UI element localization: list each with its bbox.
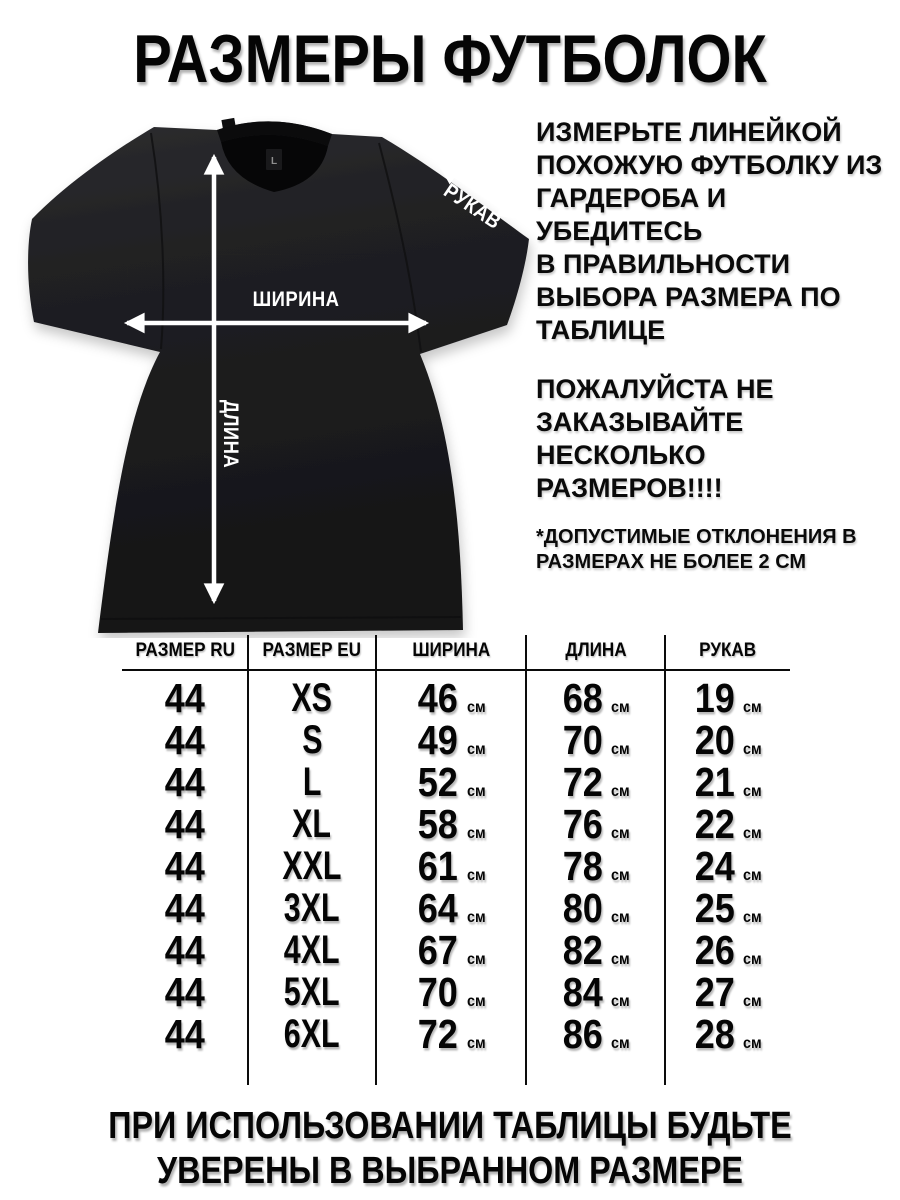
cell-length: 78 см [562,843,631,889]
header-width: ШИРИНА [412,639,490,661]
instruction-line: ПОХОЖУЮ ФУТБОЛКУ ИЗ [536,150,883,180]
cell-width: 46 см [418,675,486,721]
cell-length: 70 см [562,717,631,763]
cell-sleeve: 21 см [694,759,763,805]
table-row [122,803,790,845]
cell-width: 61 см [418,843,486,889]
table-row [122,971,790,1013]
column-divider [247,635,249,1085]
footer-note [0,1104,900,1194]
cell-size-eu: 5XL [284,970,340,1014]
cell-width: 52 см [418,759,486,805]
column-divider [525,635,527,1085]
cell-width: 64 см [418,885,486,931]
header-sleeve: РУКАВ [699,639,756,661]
cell-width: 70 см [418,969,486,1015]
table-body [122,677,790,1055]
cell-sleeve: 20 см [694,717,763,763]
cell-size-ru: 44 [164,675,206,721]
table-row [122,677,790,719]
note-line: РАЗМЕРАХ НЕ БОЛЕЕ 2 СМ [536,551,807,573]
cell-size-eu: L [302,760,322,804]
tshirt-diagram [5,113,540,638]
width-arrow-label: ШИРИНА [252,288,340,311]
instruction-line: ВЫБОРА РАЗМЕРА ПО [536,282,841,312]
instruction-line: ГАРДЕРОБА И УБЕДИТЕСЬ [536,183,727,246]
cell-size-ru: 44 [164,1011,206,1057]
warning-line: ЗАКАЗЫВАЙТЕ [536,407,744,437]
table-row [122,1013,790,1055]
footer-line: УВЕРЕНЫ В ВЫБРАННОМ РАЗМЕРЕ [157,1150,743,1192]
cell-size-ru: 44 [164,969,206,1015]
cell-size-eu: XS [291,676,333,720]
cell-size-ru: 44 [164,927,206,973]
tolerance-note [536,525,888,575]
cell-length: 72 см [562,759,631,805]
cell-width: 67 см [418,927,486,973]
instruction-line: ИЗМЕРЬТЕ ЛИНЕЙКОЙ [536,117,842,147]
cell-width: 58 см [418,801,486,847]
cell-sleeve: 22 см [694,801,763,847]
cell-sleeve: 28 см [694,1011,763,1057]
note-line: *ДОПУСТИМЫЕ ОТКЛОНЕНИЯ В [536,526,857,548]
header-length: ДЛИНА [564,639,627,661]
warning-line: ПОЖАЛУЙСТА НЕ [536,374,774,404]
table-row [122,887,790,929]
cell-length: 68 см [562,675,631,721]
table-row [122,845,790,887]
instructions-column [536,116,888,575]
cell-size-eu: 4XL [284,928,340,972]
page-title: РАЗМЕРЫ ФУТБОЛОК [133,21,767,97]
cell-sleeve: 19 см [694,675,763,721]
length-arrow-label: ДЛИНА [219,399,242,469]
cell-length: 84 см [562,969,631,1015]
column-divider [664,635,666,1085]
table-row [122,761,790,803]
table-row [122,719,790,761]
cell-length: 86 см [562,1011,631,1057]
cell-sleeve: 27 см [694,969,763,1015]
measure-instruction [536,116,888,347]
header-size-ru: РАЗМЕР RU [135,639,235,661]
cell-size-eu: S [301,718,323,762]
cell-length: 76 см [562,801,631,847]
column-divider [375,635,377,1085]
size-table [122,632,790,1102]
cell-sleeve: 24 см [694,843,763,889]
instruction-line: ТАБЛИЦЕ [536,315,666,345]
cell-width: 49 см [418,717,486,763]
instruction-line: В ПРАВИЛЬНОСТИ [536,249,791,279]
cell-size-ru: 44 [164,843,206,889]
cell-sleeve: 25 см [694,885,763,931]
cell-size-eu: 6XL [284,1012,340,1056]
warning-line: НЕСКОЛЬКО РАЗМЕРОВ!!!! [536,440,723,503]
cell-size-eu: 3XL [284,886,340,930]
sleeve-arrow-label: РУКАВ [439,179,506,234]
warning-text [536,373,888,505]
header-size-eu: РАЗМЕР EU [262,639,362,661]
cell-size-ru: 44 [164,885,206,931]
cell-size-ru: 44 [164,759,206,805]
cell-size-ru: 44 [164,801,206,847]
table-header-row [122,632,790,671]
cell-size-eu: XXL [282,844,342,888]
table-row [122,929,790,971]
collar-size-tag: L [270,156,278,167]
cell-size-ru: 44 [164,717,206,763]
cell-width: 72 см [418,1011,486,1057]
footer-line: ПРИ ИСПОЛЬЗОВАНИИ ТАБЛИЦЫ БУДЬТЕ [108,1105,792,1147]
cell-length: 80 см [562,885,631,931]
cell-sleeve: 26 см [694,927,763,973]
cell-size-eu: XL [292,802,332,846]
cell-length: 82 см [562,927,631,973]
